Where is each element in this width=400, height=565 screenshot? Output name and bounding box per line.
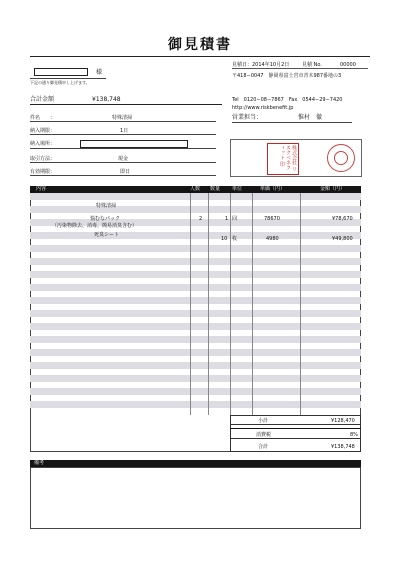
section-title: 特殊清掃	[96, 203, 117, 209]
item-qty: 1	[225, 216, 229, 222]
company-url[interactable]: http://www.riskbenefit.jp	[232, 105, 294, 111]
quote-number: 00000	[340, 62, 356, 68]
terms-value: 現金	[118, 156, 129, 162]
notes-box[interactable]	[30, 467, 361, 529]
tax-label: 消費税	[256, 432, 272, 438]
notes-label: 備考	[34, 460, 45, 466]
valid-underline	[30, 175, 216, 176]
subject-value: 特殊清掃	[112, 115, 133, 121]
delivery-underline	[30, 134, 216, 135]
col-divider	[208, 193, 209, 415]
summary-divider	[230, 438, 361, 439]
company-tel: Tel 0120−08−7867 Fax 0544−29−7420	[232, 97, 343, 103]
issue-date: 2014年10月2日	[252, 62, 290, 68]
item-desc: 悩むなパック	[90, 216, 121, 222]
item-unit: 回	[232, 216, 238, 222]
summary-divider	[230, 428, 361, 429]
page-title: 御見積書	[168, 37, 232, 53]
item-desc: （汚染物除去、消毒、簡易消臭含む）	[52, 223, 138, 229]
date-underline	[232, 68, 368, 69]
summary-divider	[230, 424, 361, 425]
item-unit: 枚	[232, 236, 238, 242]
delivery-value: 1日	[120, 128, 129, 134]
header-amount: 金額（円）	[320, 186, 346, 192]
round-seal-icon	[327, 144, 355, 172]
company-address: 〒418−0047 静岡県富士宮市青木987番地の3	[232, 73, 342, 79]
rep-underline	[232, 122, 352, 123]
terms-underline	[30, 162, 216, 163]
rep-name: 惟村 徹	[298, 114, 323, 121]
item-people: 2	[199, 216, 203, 222]
client-suffix: 様	[96, 69, 103, 76]
header-people: 人数	[190, 186, 201, 192]
terms-label: 取引方法：	[30, 156, 56, 162]
issue-date-label: 見積日：	[232, 62, 253, 68]
header-unit: 単位	[232, 186, 243, 192]
item-price: 4980	[266, 236, 279, 242]
header-price: 単価（円）	[260, 186, 286, 192]
header-description: 内容	[36, 186, 47, 192]
table-header	[30, 186, 361, 193]
company-stamp: 株式会社 リスクベネフィット 印	[267, 143, 299, 175]
client-underline	[30, 78, 106, 79]
stamp-box	[230, 139, 362, 177]
subject-label: 件名 ：	[30, 115, 56, 121]
valid-label: 有効期限：	[30, 169, 56, 175]
rep-label: 営業担当：	[232, 114, 263, 121]
total-underline	[30, 104, 222, 105]
header-qty: 数量	[210, 186, 221, 192]
col-divider	[230, 193, 231, 415]
grand-total-value: ¥138,748	[331, 444, 355, 450]
table-row	[30, 408, 361, 415]
item-amount: ¥49,800	[332, 236, 353, 242]
item-price: 78670	[264, 216, 280, 222]
subtotal-value: ¥128,470	[331, 418, 355, 424]
valid-value: 即日	[120, 169, 131, 175]
delivery-label: 納入期限：	[30, 128, 56, 134]
col-divider	[252, 193, 253, 415]
col-divider	[190, 193, 191, 415]
item-amount: ¥78,670	[332, 216, 353, 222]
col-divider	[300, 193, 301, 415]
subject-underline	[30, 121, 216, 122]
grand-total-label: 合計	[258, 444, 269, 450]
item-qty: 10	[221, 236, 228, 242]
quote-number-label: 見積 No.	[302, 62, 322, 68]
client-name-box	[34, 68, 88, 76]
total-label: 合計金額	[30, 96, 55, 103]
client-note: 下記の通り御見積申し上げます。	[30, 80, 90, 85]
place-underline	[30, 148, 216, 149]
place-value-box	[80, 140, 188, 148]
place-label: 納入場所：	[30, 141, 56, 147]
item-desc: 死臭シート	[94, 232, 120, 238]
title-underline	[30, 56, 370, 57]
tax-value: 8%	[350, 432, 358, 438]
notes-header	[30, 460, 361, 467]
subtotal-label: 小計	[258, 418, 269, 424]
total-value: ¥138,748	[92, 96, 121, 103]
